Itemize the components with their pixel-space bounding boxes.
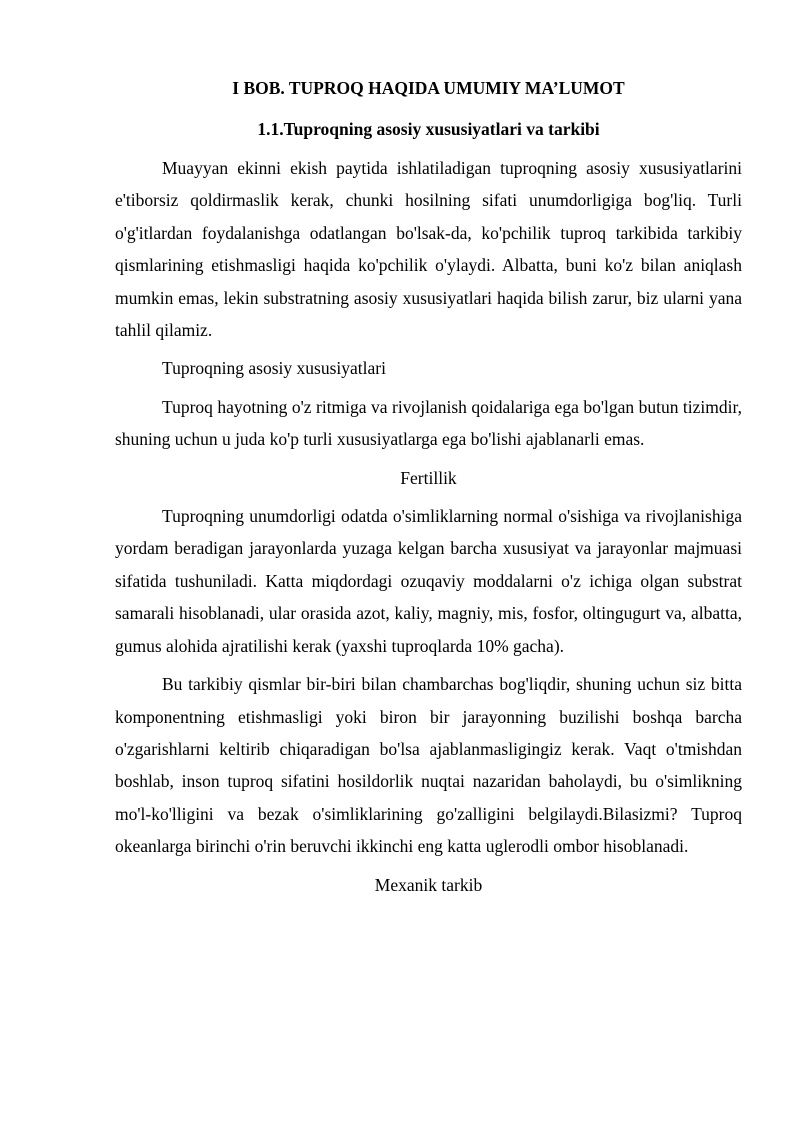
paragraph-components: Bu tarkibiy qismlar bir-biri bilan chambarchas bog'liqdir, shuning uchun siz bitta komponentning etishmasligi yoki biron bir jarayonning buzilishi boshqa barcha o'zgarishlarni keltirib chiqaradigan bo'lsa ajablanmasligingiz kerak. Vaqt o'tmishdan boshlab, inson tuproq sifatini hosildorlik nuqtai nazaridan baholaydi, bu o'simlikning mo'l-ko'lligini va bezak o'simliklarining go'zalligini belgilaydi.Bilasizmi? Tuproq okeanlarga birinchi o'rin beruvchi ikkinchi eng katta uglerodli ombor hisoblanadi. — [115, 674, 742, 857]
document-page — [115, 72, 742, 901]
paragraph-soil-system: Tuproq hayotning o'z ritmiga va rivojlanish qoidalariga ega bo'lgan butun tizimdir, shuning uchun u juda ko'p turli xususiyatlarga ega bo'lishi ajablanarli emas. — [115, 396, 742, 450]
paragraph-intro: Muayyan ekinni ekish paytida ishlatiladigan tuproqning asosiy xususiyatlarini e'tiborsiz qoldirmaslik kerak, chunki hosilning sifati unumdorligiga bog'liq. Turli o'g'itlardan foydalanishga odatlangan bo'lsak-da, ko'pchilik tuproq tarkibida tarkibiy qismlarining etishmasligi haqida ko'pchilik o'ylaydi. Albatta, buni ko'z bilan aniqlash mumkin emas, lekin substratning asosiy xususiyatlari haqida bilish zarur, biz ularni yana tahlil qilamiz. — [115, 158, 742, 341]
subheading-fertility: Fertillik — [400, 467, 457, 488]
chapter-title: I BOB. TUPROQ HAQIDA UMUMIY MA’LUMOT — [232, 78, 625, 98]
section-title: 1.1.Tuproqning asosiy xususiyatlari va tarkibi — [257, 119, 600, 139]
subheading-mechanical-composition: Mexanik tarkib — [374, 874, 483, 895]
subheading-main-properties: Tuproqning asosiy xususiyatlari — [162, 358, 386, 379]
paragraph-fertility: Tuproqning unumdorligi odatda o'simliklarning normal o'sishiga va rivojlanishiga yordam beradigan jarayonlarda yuzaga kelgan barcha xususiyat va jarayonlar majmuasi sifatida tushuniladi. Katta miqdordagi ozuqaviy moddalarni o'z ichiga olgan substrat samarali hisoblanadi, ular orasida azot, kaliy, magniy, mis, fosfor, oltingugurt va, albatta, gumus alohida ajratilishi kerak (yaxshi tuproqlarda 10% gacha). — [115, 506, 742, 656]
